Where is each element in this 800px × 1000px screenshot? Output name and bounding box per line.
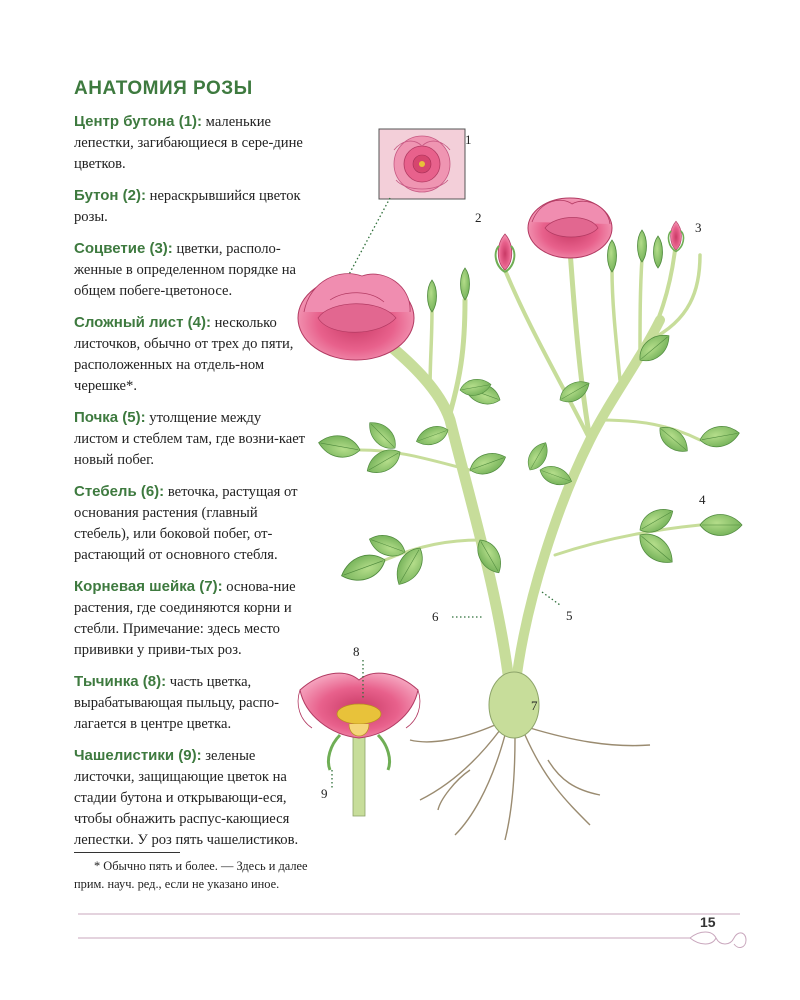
footnote: * Обычно пять и более. — Здесь и далее прим. науч. ред., если не указано иное. <box>74 859 308 891</box>
callout-label-4: 4 <box>699 492 706 507</box>
callout-label-7: 7 <box>531 698 538 713</box>
entry-term: Корневая шейка (7): <box>74 578 223 595</box>
entry-text: зеленые листочки, защищающие цветок на стадии бутона и открывающи-еся, чтобы обнажить распус-кающиеся лепестки. У роз пять чашелистиков. <box>74 748 299 848</box>
flower-cross-section <box>298 673 420 816</box>
callout-label-8: 8 <box>353 644 360 659</box>
entry-term: Чашелистики (9): <box>74 747 202 764</box>
page-number: 15 <box>700 914 716 930</box>
entry-text: цветки, располо-женные в определенном порядке на общем побеге-цветоносе. <box>74 241 297 299</box>
entry-term: Бутон (2): <box>74 187 146 204</box>
entry-term: Соцветие (3): <box>74 240 173 257</box>
entry-text: несколько листочков, обычно от трех до пяти, расположенных на отдель-ном черешке*. <box>74 315 294 394</box>
entry-text: нераскрывшийся цветок розы. <box>74 188 301 225</box>
page-title: АНАТОМИЯ РОЗЫ <box>74 78 253 99</box>
entry-term: Сложный лист (4): <box>74 314 211 331</box>
entry-text: основа-ние растения, где соединяются корни и стебли. Примечание: здесь место прививки у приви-тых роз. <box>74 579 296 658</box>
entry-text: веточка, растущая от основания растения (главный стебель), или боковой побег, от-растающий от основного стебля. <box>74 484 298 563</box>
open-rose-top <box>528 198 612 258</box>
entry-term: Тычинка (8): <box>74 673 167 690</box>
entry-term: Центр бутона (1): <box>74 113 203 130</box>
open-rose-large <box>298 274 414 360</box>
entry-text: маленькие лепестки, загибающиеся в сере-дине цветков. <box>74 114 303 172</box>
callout-label-2: 2 <box>475 210 482 225</box>
callout-label-1: 1 <box>465 132 472 147</box>
entry-text: часть цветка, вырабатывающая пыльцу, распо-лагается в центре цветка. <box>74 674 280 732</box>
leaves <box>317 328 742 589</box>
bud-center-inset <box>379 129 465 199</box>
callout-label-3: 3 <box>695 220 702 235</box>
roots <box>410 725 650 840</box>
entry-term: Стебель (6): <box>74 483 165 500</box>
footer-ornament <box>78 914 746 947</box>
entry-term: Почка (5): <box>74 409 146 426</box>
callout-label-9: 9 <box>321 786 328 801</box>
callout-label-5: 5 <box>566 608 573 623</box>
callout-label-6: 6 <box>432 609 439 624</box>
entry-text: утолщение между листом и стеблем там, где возни-кает новый побег. <box>74 410 306 468</box>
